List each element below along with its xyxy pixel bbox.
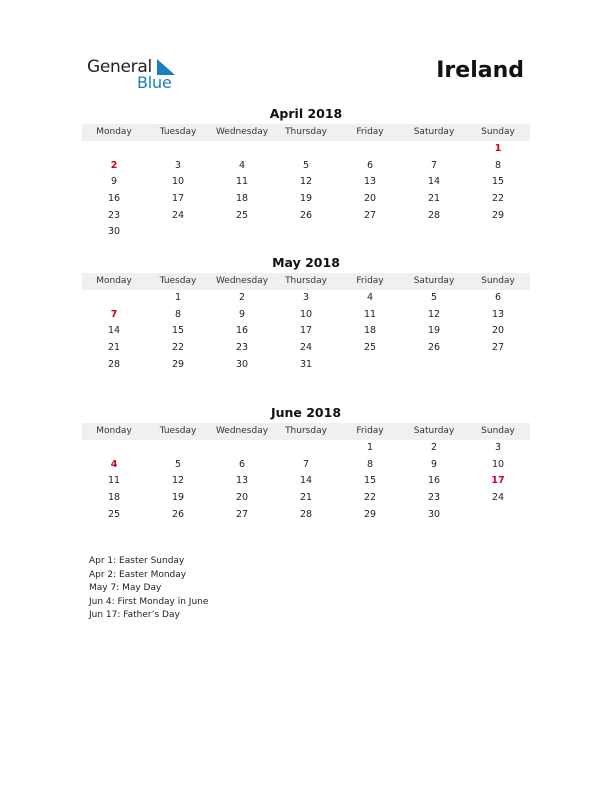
day-cell — [466, 357, 530, 374]
day-cell: 11 — [107, 475, 121, 487]
day-cell: 8 — [366, 458, 374, 470]
day-cell — [210, 224, 274, 241]
day-cell: 19 — [427, 325, 441, 337]
week-row — [82, 224, 530, 241]
weekday-label: Sunday — [481, 426, 515, 436]
week-row — [82, 141, 530, 158]
day-cell: 10 — [299, 308, 313, 320]
day-cell: 29 — [171, 358, 185, 370]
day-cell — [338, 224, 402, 241]
day-cell: 27 — [363, 209, 377, 221]
day-cell: 13 — [491, 308, 505, 320]
day-cell: 19 — [171, 492, 185, 504]
weekday-label: Saturday — [413, 276, 455, 286]
week-row — [82, 158, 530, 175]
week-row — [82, 473, 530, 490]
weekday-label: Tuesday — [159, 426, 197, 436]
day-cell: 13 — [235, 475, 249, 487]
day-cell: 16 — [427, 475, 441, 487]
day-cell: 25 — [363, 342, 377, 354]
day-cell: 12 — [171, 475, 185, 487]
month-title: April 2018 — [269, 106, 343, 121]
day-cell: 25 — [107, 508, 121, 520]
day-cell: 26 — [171, 508, 185, 520]
day-cell: 27 — [235, 508, 249, 520]
logo-text-blue: Blue — [137, 73, 172, 92]
day-cell: 28 — [427, 209, 441, 221]
day-cell: 5 — [302, 159, 310, 171]
day-cell: 22 — [491, 193, 505, 205]
day-cell: 9 — [430, 458, 438, 470]
day-cell: 2 — [430, 442, 438, 453]
day-cell: 16 — [235, 325, 249, 337]
holiday-item: Apr 2: Easter Monday — [89, 569, 187, 580]
day-cell: 28 — [107, 358, 121, 370]
day-cell — [146, 440, 210, 457]
week-row — [82, 340, 530, 357]
day-cell — [274, 224, 338, 241]
day-cell: 20 — [363, 193, 377, 205]
day-cell: 9 — [110, 176, 118, 188]
day-cell: 14 — [107, 325, 121, 337]
day-cell — [466, 507, 530, 524]
weekday-label: Thursday — [285, 127, 327, 137]
day-cell: 13 — [363, 176, 377, 188]
month-grid — [82, 141, 530, 241]
day-cell: 7 — [302, 458, 310, 470]
day-cell: 26 — [299, 209, 313, 221]
day-cell — [146, 141, 210, 158]
day-cell: 24 — [171, 209, 185, 221]
weekday-label: Saturday — [413, 426, 455, 436]
weekday-label: Sunday — [481, 127, 515, 137]
weekday-label: Monday — [96, 276, 132, 286]
day-cell: 8 — [174, 308, 182, 320]
day-cell: 29 — [491, 209, 505, 221]
weekday-label: Tuesday — [159, 127, 197, 137]
day-cell — [338, 357, 402, 374]
day-cell — [82, 141, 146, 158]
day-cell: 14 — [427, 176, 441, 188]
month-may — [82, 255, 530, 373]
week-row — [82, 174, 530, 191]
day-cell: 1 — [174, 292, 182, 303]
month-june — [82, 405, 530, 523]
day-cell: 30 — [235, 358, 249, 370]
day-cell: 4 — [110, 458, 118, 470]
day-cell: 12 — [427, 308, 441, 320]
day-cell: 18 — [107, 492, 121, 504]
day-cell: 15 — [363, 475, 377, 487]
weekday-label: Thursday — [285, 426, 327, 436]
day-cell: 17 — [299, 325, 313, 337]
day-cell: 7 — [110, 308, 118, 320]
day-cell: 14 — [299, 475, 313, 487]
day-cell: 19 — [299, 193, 313, 205]
weekday-header — [82, 423, 530, 440]
day-cell: 17 — [491, 475, 505, 487]
week-row — [82, 357, 530, 374]
month-title: May 2018 — [272, 255, 340, 270]
day-cell — [82, 290, 146, 307]
weekday-label: Monday — [96, 426, 132, 436]
holiday-item: Jun 17: Father’s Day — [89, 610, 180, 620]
holiday-item: Apr 1: Easter Sunday — [89, 556, 185, 566]
day-cell: 22 — [363, 492, 377, 504]
weekday-label: Wednesday — [215, 276, 269, 286]
day-cell — [274, 440, 338, 457]
week-row — [82, 208, 530, 225]
holiday-item: May 7: May Day — [89, 583, 162, 593]
week-row — [82, 490, 530, 507]
week-row — [82, 191, 530, 208]
day-cell: 10 — [171, 176, 185, 188]
day-cell: 23 — [235, 342, 249, 354]
day-cell — [210, 440, 274, 457]
weekday-label: Saturday — [413, 127, 455, 137]
weekday-header — [82, 273, 530, 290]
day-cell: 2 — [110, 159, 118, 171]
week-row — [82, 440, 530, 457]
week-row — [82, 307, 530, 324]
day-cell: 23 — [107, 209, 121, 221]
day-cell: 31 — [299, 358, 313, 370]
day-cell: 25 — [235, 209, 249, 221]
day-cell: 24 — [491, 492, 505, 504]
day-cell: 21 — [299, 492, 313, 504]
weekday-label: Wednesday — [215, 426, 269, 436]
day-cell: 5 — [174, 458, 182, 470]
day-cell: 17 — [171, 193, 185, 205]
day-cell: 21 — [427, 193, 441, 205]
day-cell: 30 — [427, 508, 441, 520]
day-cell: 26 — [427, 342, 441, 354]
weekday-label: Sunday — [481, 276, 515, 286]
day-cell: 28 — [299, 508, 313, 520]
country-title: Ireland — [436, 58, 524, 83]
day-cell: 6 — [238, 458, 246, 470]
weekday-label: Friday — [356, 276, 384, 286]
day-cell — [402, 224, 466, 241]
week-row — [82, 457, 530, 474]
day-cell: 4 — [238, 159, 246, 171]
day-cell: 24 — [299, 342, 313, 354]
day-cell: 10 — [491, 458, 505, 470]
day-cell: 30 — [107, 226, 121, 238]
day-cell — [274, 141, 338, 158]
day-cell: 21 — [107, 342, 121, 354]
day-cell: 4 — [366, 292, 374, 303]
day-cell: 22 — [171, 342, 185, 354]
day-cell: 7 — [430, 159, 438, 171]
day-cell: 1 — [494, 143, 502, 154]
day-cell: 5 — [430, 292, 438, 303]
day-cell — [402, 357, 466, 374]
logo-text-general: General — [87, 57, 152, 77]
day-cell — [466, 224, 530, 241]
weekday-header — [82, 124, 530, 141]
weekday-label: Thursday — [285, 276, 327, 286]
weekday-label: Friday — [356, 127, 384, 137]
day-cell: 15 — [491, 176, 505, 188]
weekday-label: Friday — [356, 426, 384, 436]
day-cell — [146, 224, 210, 241]
day-cell — [210, 141, 274, 158]
day-cell: 23 — [427, 492, 441, 504]
holiday-item: Jun 4: First Monday in June — [89, 596, 209, 607]
day-cell: 1 — [366, 442, 374, 453]
day-cell: 3 — [494, 442, 502, 453]
day-cell: 12 — [299, 176, 313, 188]
day-cell — [82, 440, 146, 457]
weekday-label: Monday — [96, 127, 132, 137]
day-cell: 27 — [491, 342, 505, 354]
month-title: June 2018 — [270, 405, 342, 420]
day-cell: 18 — [363, 325, 377, 337]
day-cell: 8 — [494, 159, 502, 171]
brand-logo — [87, 56, 187, 92]
day-cell: 11 — [235, 176, 249, 188]
holiday-list — [89, 555, 208, 623]
day-cell: 6 — [494, 292, 502, 303]
day-cell: 16 — [107, 193, 121, 205]
week-row — [82, 323, 530, 340]
month-grid — [82, 290, 530, 373]
month-april — [82, 106, 530, 241]
month-grid — [82, 440, 530, 523]
day-cell: 29 — [363, 508, 377, 520]
weekday-label: Tuesday — [159, 276, 197, 286]
day-cell: 20 — [491, 325, 505, 337]
day-cell: 6 — [366, 159, 374, 171]
day-cell: 9 — [238, 308, 246, 320]
day-cell: 2 — [238, 292, 246, 303]
week-row — [82, 507, 530, 524]
week-row — [82, 290, 530, 307]
day-cell: 3 — [174, 159, 182, 171]
day-cell — [402, 141, 466, 158]
day-cell: 18 — [235, 193, 249, 205]
day-cell: 11 — [363, 308, 377, 320]
weekday-label: Wednesday — [215, 127, 269, 137]
day-cell: 20 — [235, 492, 249, 504]
day-cell: 3 — [302, 292, 310, 303]
day-cell: 15 — [171, 325, 185, 337]
day-cell — [338, 141, 402, 158]
